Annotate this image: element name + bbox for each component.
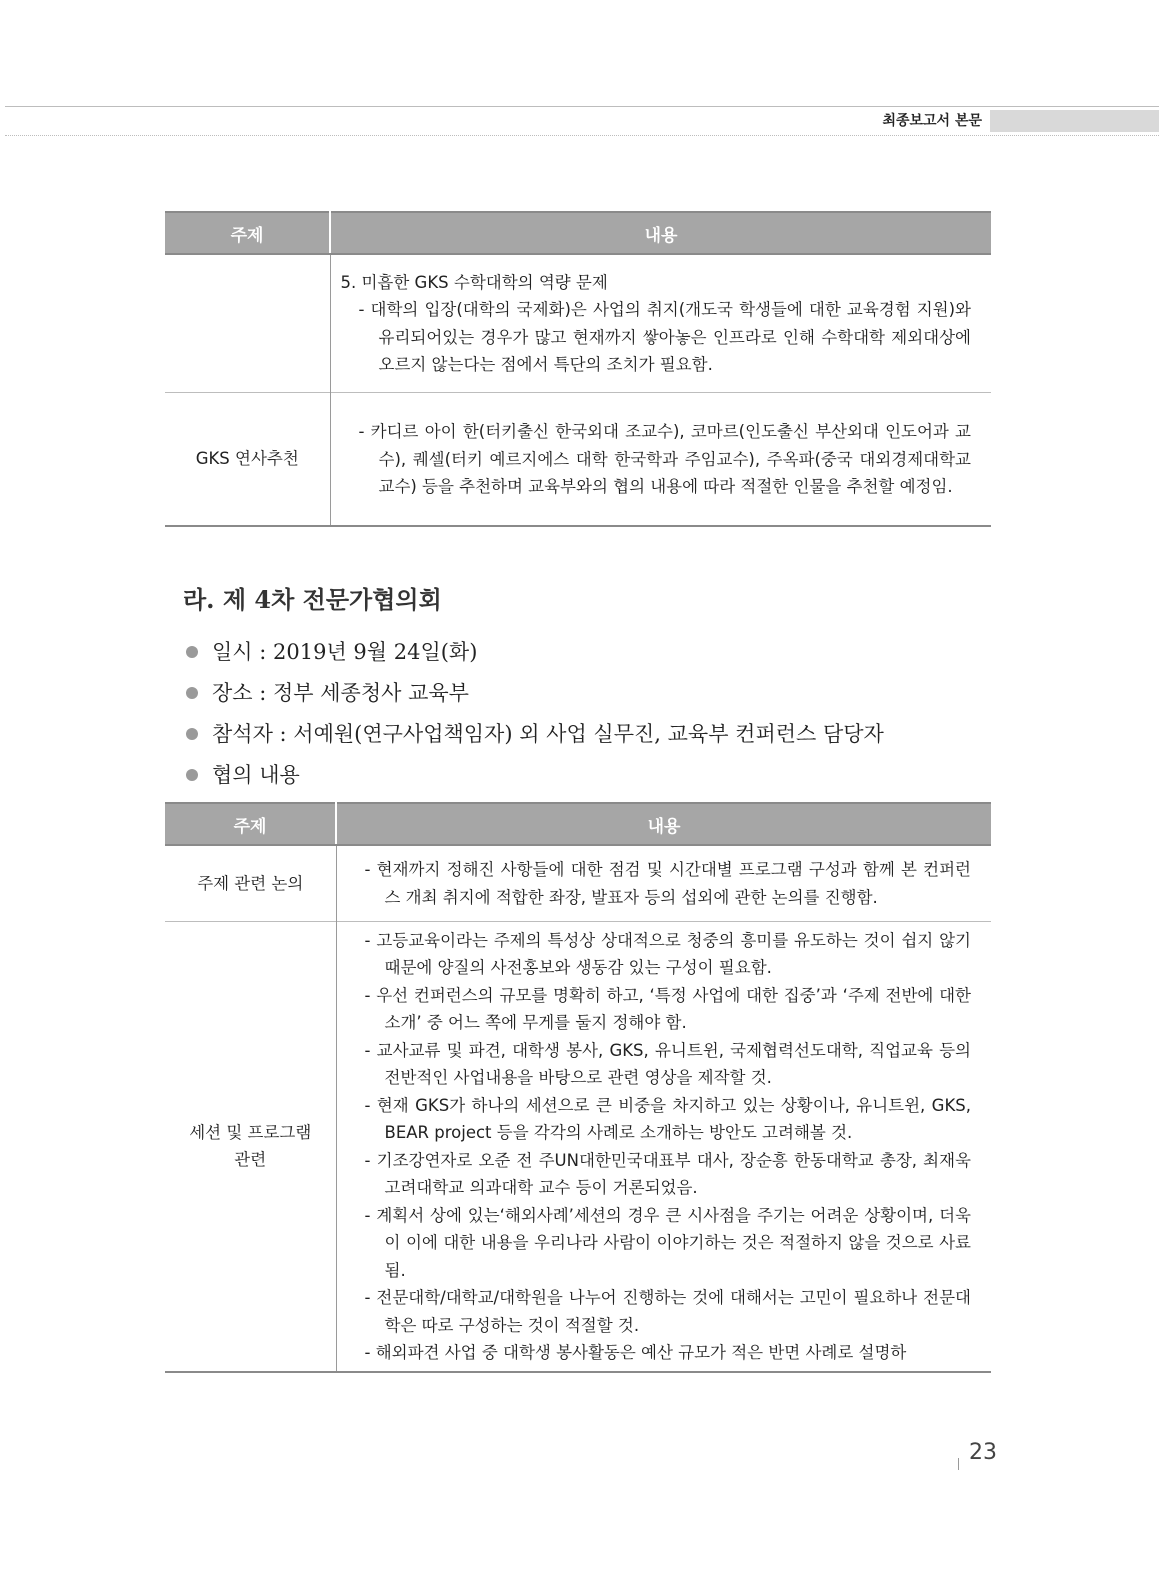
column-header-topic: 주제 <box>165 212 330 254</box>
meeting-date: 일시 : 2019년 9월 24일(화) <box>212 640 478 664</box>
meeting-attendees: 참석자 : 서예원(연구사업책임자) 외 사업 실무진, 교육부 컨퍼런스 담당자 <box>212 722 884 746</box>
table-discussion <box>165 802 991 1373</box>
page-number: 23 <box>969 1440 997 1465</box>
list-item <box>186 673 884 714</box>
row-topic: GKS 연사추천 <box>165 392 330 526</box>
row-topic <box>165 254 330 392</box>
content-item: - 계획서 상에 있는‘해외사례’세션의 경우 큰 시사점을 주기는 어려운 상황이며, 더욱이 이에 대한 내용을 우리나라 사람이 이야기하는 것은 적절하지 않을 것으로 사료됨. <box>364 1205 971 1280</box>
meeting-info-list <box>186 632 884 796</box>
header-rule <box>5 106 1159 107</box>
table-gks-topics <box>165 211 991 527</box>
content-item: - 기조강연자로 오준 전 주UN대한민국대표부 대사, 장순흥 한동대학교 총장, 최재욱 고려대학교 의과대학 교수 등이 거론되었음. <box>364 1150 971 1197</box>
content-item: - 고등교육이라는 주제의 특성상 상대적으로 청중의 흥미를 유도하는 것이 쉽지 않기 때문에 양질의 사전홍보와 생동감 있는 구성이 필요함. <box>364 930 971 977</box>
bullet-icon <box>186 646 198 658</box>
running-header-title: 최종보고서 본문 <box>882 113 982 129</box>
content-item: - 전문대학/대학교/대학원을 나누어 진행하는 것에 대해서는 고민이 필요하나 전문대학은 따로 구성하는 것이 적절할 것. <box>364 1288 971 1335</box>
list-item <box>186 755 884 796</box>
header-dotted-rule <box>5 135 1159 136</box>
bullet-icon <box>186 769 198 781</box>
table-row <box>165 921 991 1372</box>
row-content <box>336 921 991 1372</box>
list-item <box>186 714 884 755</box>
content-heading: 5. 미흡한 GKS 수학대학의 역량 문제 <box>340 272 608 292</box>
meeting-discussion-label: 협의 내용 <box>212 763 300 787</box>
column-header-topic: 주제 <box>165 803 336 845</box>
row-content <box>336 845 991 921</box>
content-item: - 카디르 아이 한(터키출신 한국외대 조교수), 코마르(인도출신 부산외대 인도어과 교수), 퀘셀(터키 예르지에스 대학 한국학과 주임교수), 주옥파(중국 대외경제대학교 교수) 등을 추천하며 교육부와의 협의 내용에 따라 적절한 인물을 추천할 예정임. <box>358 422 971 496</box>
content-item: - 현재까지 정해진 사항들에 대한 점검 및 시간대별 프로그램 구성과 함께 본 컨퍼런스 개최 취지에 적합한 좌장, 발표자 등의 섭외에 관한 논의를 진행함. <box>364 860 971 907</box>
column-header-content: 내용 <box>330 212 991 254</box>
header-bar <box>990 110 1159 132</box>
table-row <box>165 392 991 526</box>
row-topic <box>165 921 336 1372</box>
row-topic-line: 세션 및 프로그램 <box>189 1122 312 1142</box>
row-topic: 주제 관련 논의 <box>165 845 336 921</box>
content-item: - 현재 GKS가 하나의 세션으로 큰 비중을 차지하고 있는 상황이나, 유니트윈, GKS, BEAR project 등을 각각의 사례로 소개하는 방안도 고려해볼 것. <box>364 1095 971 1142</box>
row-topic-line: 관련 <box>234 1150 267 1169</box>
table-row <box>165 254 991 392</box>
row-content <box>330 254 991 392</box>
section-title: 라. 제 4차 전문가협의회 <box>183 585 442 614</box>
table-header-row <box>165 803 991 845</box>
table-row <box>165 845 991 921</box>
list-item <box>186 632 884 673</box>
page-number-separator <box>958 1458 959 1470</box>
bullet-icon <box>186 687 198 699</box>
bullet-icon <box>186 728 198 740</box>
content-item: - 우선 컨퍼런스의 규모를 명확히 하고, ‘특정 사업에 대한 집중’과 ‘주제 전반에 대한 소개’ 중 어느 쪽에 무게를 둘지 정해야 함. <box>364 985 971 1032</box>
meeting-place: 장소 : 정부 세종청사 교육부 <box>212 681 469 705</box>
content-item: - 대학의 입장(대학의 국제화)은 사업의 취지(개도국 학생들에 대한 교육경험 지원)와 유리되어있는 경우가 많고 현재까지 쌓아놓은 인프라로 인해 수학대학 제외대상에 오르지 않는다는 점에서 특단의 조치가 필요함. <box>358 300 971 375</box>
table-header-row <box>165 212 991 254</box>
content-item: - 교사교류 및 파견, 대학생 봉사, GKS, 유니트윈, 국제협력선도대학, 직업교육 등의 전반적인 사업내용을 바탕으로 관련 영상을 제작할 것. <box>364 1040 971 1087</box>
row-content <box>330 392 991 526</box>
content-item: - 해외파견 사업 중 대학생 봉사활동은 예산 규모가 적은 반면 사례로 설명하 <box>364 1343 907 1362</box>
column-header-content: 내용 <box>336 803 991 845</box>
